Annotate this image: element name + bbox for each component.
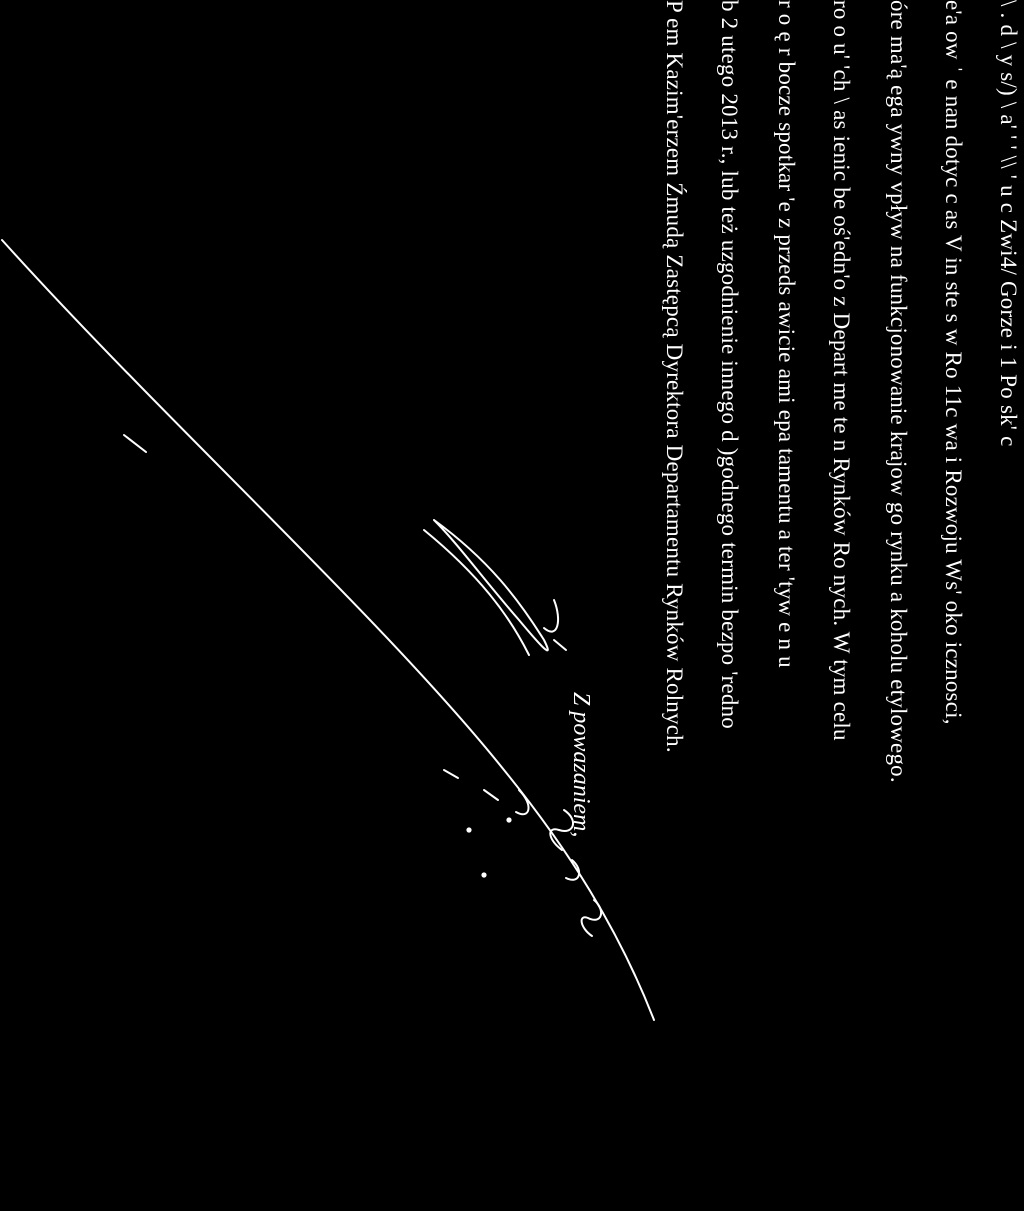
ink-dot — [482, 873, 485, 876]
signature-stroke — [444, 770, 458, 778]
signature-stroke — [550, 810, 573, 850]
letter-line: r o ę r bocze spotkar 'e z przeds awicie ami epa tamentu a ter 'tyw e n u — [774, 0, 799, 668]
letter-line: óre ma'ą ega ywny vpływ na funkcjonowanie krajow go rynku a koholu etylowego. — [886, 0, 911, 783]
ink-dot — [467, 828, 470, 831]
letter-line: ro o u' 'ch \ as ienic be oś'edn'o z Depart me te n Rynków Ro nych. W tym celu — [829, 0, 854, 741]
closing-salutation: Z powazaniem, — [568, 692, 594, 838]
signature-stroke — [434, 520, 548, 650]
signature-stroke — [544, 600, 558, 632]
signature-stroke — [124, 435, 146, 452]
letter-line: \ . d \ y s/) \ a' ' ' \\ ' u c Zwi4/ Gorze i 1 Po sk' c — [996, 0, 1021, 447]
letter-line: e'a ow ˈ e nan dotyc c as V in ste s w Ro 11c wa i Rozwoju Ws' oko icznosci, — [941, 0, 966, 725]
signature-stroke — [424, 530, 529, 655]
signature-stroke — [516, 790, 529, 814]
signature-stroke — [484, 790, 498, 800]
letter-line: b 2 utego 2013 r., lub też uzgodnienie innego d )godnego termin bezpo 'redno — [717, 0, 742, 729]
ink-dot — [507, 818, 510, 821]
letter-line: P em Kazim'erzem Źmudą Zastępcą Dyrektora Departamentu Rynków Rolnych. — [662, 0, 687, 753]
signature-stroke — [582, 900, 602, 936]
signature-stroke — [554, 640, 566, 650]
